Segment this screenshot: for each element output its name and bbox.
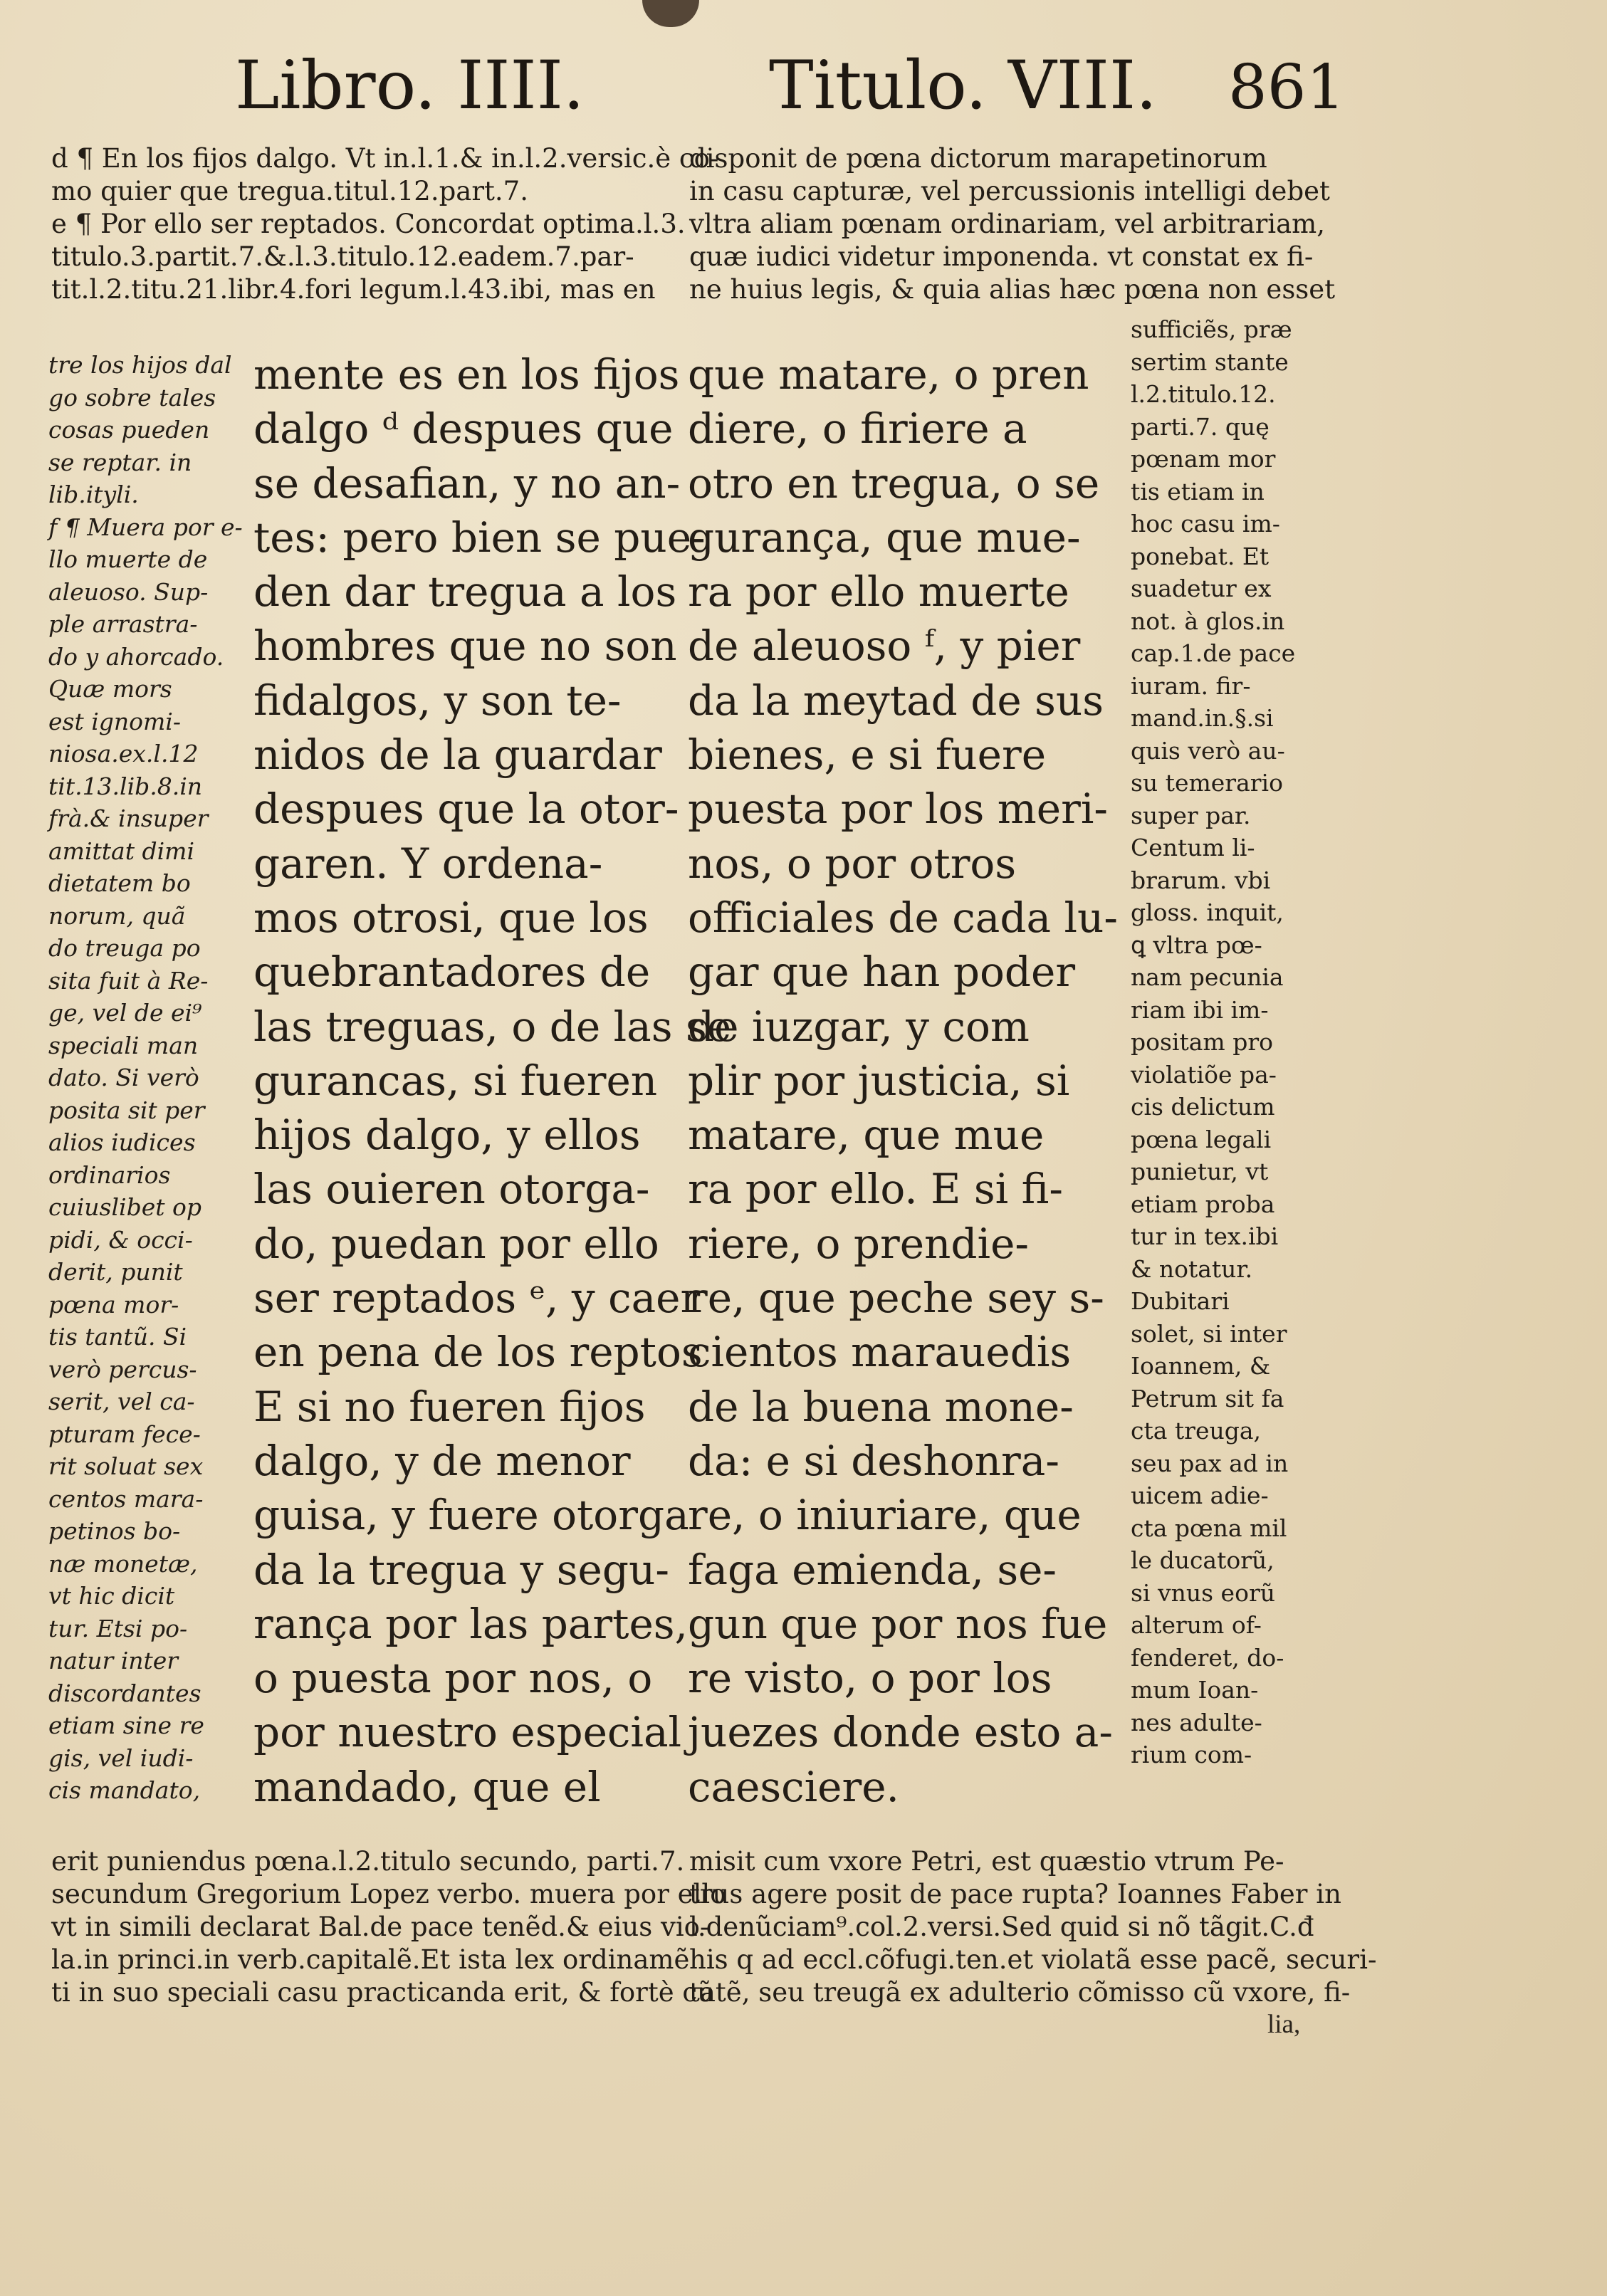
text-line: etiam sine re: [48, 1711, 204, 1739]
text-line: gurancas, si fueren: [253, 1056, 658, 1105]
text-line: natur inter: [48, 1647, 179, 1674]
text-line: cis mandato,: [48, 1776, 201, 1804]
text-line: garen. Y ordena-: [253, 839, 603, 888]
text-line: sertim stante: [1131, 347, 1289, 376]
text-line: que matare, o pren: [688, 350, 1089, 399]
note-line: mo quier que tregua.titul.12.part.7.: [51, 176, 528, 206]
note-line: l.denũciam⁹.col.2.versi.Sed quid si nõ tãgit.C.đ: [689, 1912, 1314, 1942]
text-line: go sobre tales: [48, 383, 216, 412]
text-line: o puesta por nos, o: [253, 1654, 653, 1703]
margin-notes-right: [1131, 313, 1316, 1771]
text-line: Ioannem, &: [1131, 1352, 1271, 1380]
text-line: nes adulte-: [1131, 1708, 1262, 1736]
text-line: do treuga po: [48, 934, 201, 962]
note-line: e ¶ Por ello ser reptados. Concordat optima.l.3.: [51, 209, 686, 239]
text-line: uicem adie-: [1131, 1482, 1269, 1509]
text-line: fenderet, do-: [1131, 1643, 1284, 1672]
text-line: tur in tex.ibi: [1131, 1222, 1279, 1250]
text-line: discordantes: [48, 1679, 201, 1707]
text-line: lib.ityli.: [48, 481, 139, 508]
text-line: si vnus eorũ: [1131, 1578, 1275, 1607]
text-line: despues que la otor-: [253, 785, 679, 834]
text-line: rium com-: [1131, 1741, 1252, 1768]
note-line: titulo.3.partit.7.&.l.3.titulo.12.eadem.7.par-: [51, 241, 634, 272]
text-line: niosa.ex.l.12: [48, 740, 199, 767]
text-line: da la tregua y segu-: [253, 1545, 669, 1594]
text-line: aleuoso. Sup-: [48, 577, 209, 606]
text-line: otro en tregua, o se: [688, 458, 1100, 508]
text-line: super par.: [1131, 801, 1251, 829]
text-line: gis, vel iudi-: [48, 1744, 194, 1772]
text-line: faga emienda, se-: [688, 1545, 1057, 1594]
text-line: ordinarios: [48, 1160, 171, 1189]
note-line: vt in simili declarat Bal.de pace tenẽd.& eius vio-: [51, 1912, 709, 1942]
text-line: positam pro: [1131, 1028, 1273, 1056]
text-line: derit, punit: [48, 1258, 183, 1286]
text-line: solet, si inter: [1131, 1319, 1287, 1348]
text-line: re, que peche sey s-: [688, 1274, 1104, 1323]
text-line: pœna mor-: [48, 1290, 179, 1319]
text-line: nidos de la guardar: [253, 730, 662, 780]
text-line: las treguas, o de las se: [253, 1002, 732, 1051]
text-line: etiam proba: [1131, 1190, 1275, 1218]
text-line: cuiuslibet op: [48, 1193, 201, 1221]
text-line: tur. Etsi po-: [48, 1614, 188, 1642]
text-line: tes: pero bien se pue-: [253, 513, 706, 562]
text-line: hoc casu im-: [1131, 510, 1280, 538]
text-line: rança por las partes,: [253, 1599, 688, 1648]
text-line: dietatem bo: [48, 869, 191, 897]
text-line: cta treuga,: [1131, 1417, 1262, 1445]
page-damage-hole: [642, 0, 699, 27]
text-line: alios iudices: [48, 1128, 196, 1156]
catchword: lia,: [1267, 2010, 1301, 2039]
text-line: næ monetæ,: [48, 1549, 198, 1578]
text-line: do, puedan por ello: [253, 1219, 659, 1268]
text-line: pidi, & occi-: [48, 1225, 193, 1254]
text-line: est ignomi-: [48, 707, 182, 735]
text-line: sufficiẽs, præ: [1131, 315, 1292, 343]
text-line: ra por ello muerte: [688, 567, 1069, 617]
text-line: Centum li-: [1131, 834, 1255, 861]
text-line: mandado, que el: [253, 1762, 601, 1811]
text-line: re, o iniuriare, que: [688, 1491, 1082, 1540]
text-line: gloss. inquit,: [1131, 898, 1284, 926]
note-line: trus agere posit de pace rupta? Ioannes Faber in: [689, 1879, 1341, 1909]
text-line: & notatur.: [1131, 1254, 1253, 1283]
text-line: de iuzgar, y com: [688, 1002, 1030, 1051]
text-line: mos otrosi, que los: [253, 893, 649, 942]
text-line: iuram. fir-: [1131, 671, 1251, 700]
text-line: ge, vel de ei⁹: [48, 999, 202, 1027]
notes-top-right: [689, 142, 1336, 306]
text-line: rit soluat sex: [48, 1452, 204, 1480]
note-line: in casu capturæ, vel percussionis intelligi debet: [689, 176, 1330, 206]
text-line: ra por ello. E si fi-: [688, 1165, 1063, 1214]
text-line: gar que han poder: [688, 948, 1076, 997]
text-line: do y ahorcado.: [48, 642, 224, 671]
text-line: ser reptados ᵉ, y caer: [253, 1274, 701, 1323]
text-line: seu pax ad in: [1131, 1449, 1289, 1477]
text-line: da la meytad de sus: [688, 676, 1104, 725]
text-line: hombres que no son: [253, 622, 677, 671]
text-line: pœna legali: [1131, 1125, 1272, 1153]
text-line: violatiõe pa-: [1131, 1060, 1277, 1089]
text-line: fidalgos, y son te-: [253, 676, 622, 725]
text-line: cta pœna mil: [1131, 1514, 1287, 1542]
text-line: dato. Si verò: [48, 1064, 199, 1091]
text-line: brarum. vbi: [1131, 866, 1271, 894]
text-line: parti.7. quę: [1131, 412, 1270, 441]
text-line: E si no fueren fijos: [253, 1382, 646, 1431]
text-line: posita sit per: [48, 1096, 205, 1124]
text-line: tis tantũ. Si: [48, 1323, 187, 1351]
text-line: le ducatorũ,: [1131, 1546, 1274, 1574]
text-line: Quæ mors: [48, 675, 172, 703]
text-line: su temerario: [1131, 769, 1283, 797]
text-line: sita fuit à Re-: [48, 966, 209, 995]
note-line: his q ad eccl.cõfugi.ten.et violatã esse pacẽ, securi-: [689, 1944, 1377, 1975]
text-line: f ¶ Muera por e-: [48, 513, 243, 541]
text-line: diere, o firiere a: [688, 404, 1027, 454]
text-line: gun que por nos fue: [688, 1599, 1108, 1648]
text-line: en pena de los reptos: [253, 1328, 703, 1377]
text-line: mum Ioan-: [1131, 1676, 1259, 1704]
text-line: tre los hijos dal: [48, 351, 232, 379]
text-line: mand.in.§.si: [1131, 704, 1274, 732]
text-line: quis verò au-: [1131, 736, 1285, 765]
text-line: tis etiam in: [1131, 477, 1265, 505]
text-line: verò percus-: [48, 1355, 197, 1383]
text-line: plir por justicia, si: [688, 1056, 1070, 1105]
text-line: not. à glos.in: [1131, 607, 1285, 635]
text-line: quebrantadores de: [253, 948, 651, 997]
text-line: petinos bo-: [48, 1517, 181, 1545]
text-line: por nuestro especial: [253, 1708, 682, 1757]
text-line: las ouieren otorga-: [253, 1165, 650, 1214]
text-line: da: e si deshonra-: [688, 1436, 1059, 1485]
text-line: bienes, e si fuere: [688, 730, 1047, 780]
text-line: ple arrastra-: [48, 610, 198, 638]
main-text-column-1: [253, 347, 732, 1814]
text-line: vt hic dicit: [48, 1582, 175, 1610]
text-line: guisa, y fuere otorga: [253, 1491, 689, 1540]
text-line: gurança, que mue-: [688, 513, 1081, 562]
main-text-column-2: [688, 347, 1118, 1814]
note-line: tatẽ, seu treugã ex adulterio cõmisso cũ vxore, fi-: [689, 1977, 1351, 2008]
text-line: Petrum sit fa: [1131, 1384, 1284, 1412]
text-line: tit.13.lib.8.in: [48, 772, 203, 800]
text-line: pturam fece-: [48, 1420, 201, 1448]
text-line: llo muerte de: [48, 545, 208, 573]
text-line: Dubitari: [1131, 1287, 1230, 1315]
text-line: dalgo ᵈ despues que: [253, 404, 674, 454]
page-number: 861: [1228, 52, 1346, 123]
text-line: pœnam mor: [1131, 445, 1276, 473]
text-line: speciali man: [48, 1031, 199, 1059]
text-line: cosas pueden: [48, 416, 210, 444]
note-line: d ¶ En los fijos dalgo. Vt in.l.1.& in.l.2.versic.è co-: [51, 143, 719, 174]
note-line: vltra aliam pœnam ordinariam, vel arbitrariam,: [689, 209, 1326, 239]
text-line: nos, o por otros: [688, 839, 1017, 888]
text-line: hijos dalgo, y ellos: [253, 1111, 641, 1160]
text-line: cap.1.de pace: [1131, 639, 1296, 667]
text-line: se reptar. in: [48, 448, 192, 476]
text-line: alterum of-: [1131, 1611, 1262, 1639]
text-line: punietur, vt: [1131, 1158, 1269, 1185]
text-line: den dar tregua a los: [253, 567, 677, 617]
text-line: re visto, o por los: [688, 1654, 1052, 1703]
text-line: suadetur ex: [1131, 575, 1272, 602]
text-line: juezes donde esto a-: [688, 1708, 1113, 1757]
note-line: secundum Gregorium Lopez verbo. muera por ello: [51, 1879, 726, 1909]
header-title: Titulo. VIII.: [769, 47, 1157, 125]
text-line: de aleuoso ᶠ, y pier: [688, 622, 1081, 671]
note-line: ne huius legis, & quia alias hæc pœna non esset: [689, 274, 1336, 305]
header-book: Libro. IIII.: [235, 47, 585, 125]
margin-notes-left: [48, 349, 243, 1807]
note-line: disponit de pœna dictorum marapetinorum: [689, 143, 1267, 174]
text-line: centos mara-: [48, 1484, 204, 1513]
text-line: amittat dimi: [48, 837, 194, 865]
text-line: riam ibi im-: [1131, 995, 1269, 1024]
text-line: riere, o prendie-: [688, 1219, 1030, 1268]
text-line: puesta por los meri-: [688, 785, 1108, 834]
text-line: se desafian, y no an-: [253, 458, 681, 508]
notes-bottom-left: [51, 1845, 726, 2009]
note-line: la.in princi.in verb.capitalẽ.Et ista lex ordinamẽ: [51, 1944, 690, 1975]
text-line: dalgo, y de menor: [253, 1436, 631, 1485]
notes-top-left: [51, 142, 719, 306]
text-line: frà.& insuper: [48, 804, 209, 832]
text-line: ponebat. Et: [1131, 542, 1270, 570]
text-line: cientos marauedis: [688, 1328, 1072, 1377]
text-line: l.2.titulo.12.: [1131, 380, 1276, 408]
text-line: norum, quã: [48, 901, 186, 930]
notes-bottom-right: [689, 1845, 1377, 2009]
text-line: matare, que mue: [688, 1111, 1045, 1160]
note-line: quæ iudici videtur imponenda. vt constat ex fi-: [689, 241, 1314, 272]
note-line: erit puniendus pœna.l.2.titulo secundo, parti.7.: [51, 1846, 685, 1877]
text-line: ꝗ vltra pœ-: [1131, 931, 1262, 959]
text-line: nam pecunia: [1131, 963, 1284, 991]
text-line: caesciere.: [688, 1762, 899, 1811]
note-line: ti in suo speciali casu practicanda erit, & fortè cũ: [51, 1977, 714, 2008]
text-line: officiales de cada lu-: [688, 893, 1118, 942]
text-line: de la buena mone-: [688, 1382, 1074, 1431]
text-line: cis delictum: [1131, 1093, 1275, 1121]
text-line: mente es en los fijos: [253, 350, 680, 399]
note-line: tit.l.2.titu.21.libr.4.fori legum.l.43.ibi, mas en: [51, 274, 656, 305]
running-header: [0, 48, 1607, 127]
text-line: serit, vel ca-: [48, 1388, 195, 1415]
note-line: misit cum vxore Petri, est quæstio vtrum Pe-: [689, 1846, 1284, 1877]
